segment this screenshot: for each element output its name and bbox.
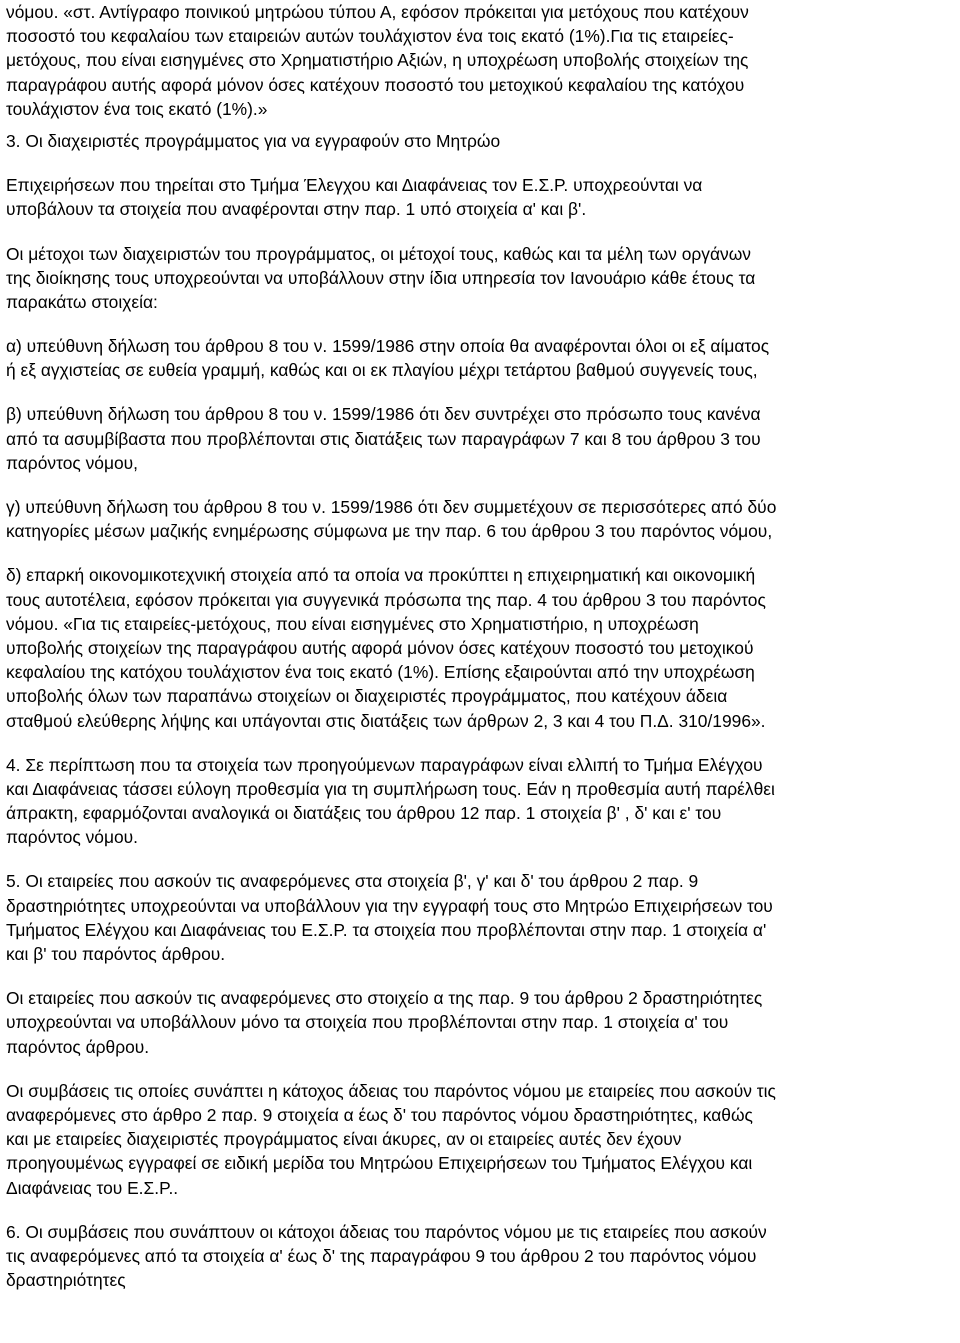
text-line: Τμήματος Ελέγχου και Διαφάνειας του Ε.Σ.Ρ. τα στοιχεία που προβλέπονται στην παρ. 1 στοιχεία α' [6,919,767,940]
text-line: της διοίκησης τους υποχρεούνται να υποβάλλουν στην ίδια υπηρεσία τον Ιανουάριο κάθε έτους τα [6,267,756,288]
text-line: και β' του παρόντος άρθρου. [6,944,226,964]
text-line: κεφαλαίου της κατόχου τουλάχιστον ένα τοις εκατό (1%). Επίσης εξαιρούνται από την υποχρέωση [6,662,755,683]
text-line: παρακάτω στοιχεία: [6,291,158,312]
text-line: α) υπεύθυνη δήλωση του άρθρου 8 του ν. 1599/1986 στην οποία θα αναφέρονται όλοι οι εξ αίματος [6,336,770,357]
text-line: υποχρεούνται να υποβάλλουν μόνο τα στοιχεία που προβλέπονται στην παρ. 1 στοιχεία α' του [6,1012,729,1033]
text-line: αναφερόμενες στο άρθρο 2 παρ. 9 στοιχεία α έως δ' του παρόντος νόμου δραστηριότητες, καθώς [6,1104,753,1125]
text-line: υποβολής όλων των παραπάνω στοιχείων οι διαχειριστές προγράμματος, που κατέχουν άδεια [6,686,728,707]
text-line: παρόντος νόμου. [6,827,138,848]
text-line: παρόντος νόμου, [6,452,138,473]
text-line: παρόντος άρθρου. [6,1036,150,1057]
text-line: προηγουμένως εγγραφεί σε ειδική μερίδα του Μητρώου Επιχειρήσεων του Τμήματος Ελέγχου και [6,1153,753,1174]
text-line: 3. Οι διαχειριστές προγράμματος για να εγγραφούν στο Μητρώο [6,130,501,151]
text-line: 5. Οι εταιρείες που ασκούν τις αναφερόμενες στα στοιχεία β', γ' και δ' του άρθρου 2 παρ. 9 [6,871,699,892]
text-line: και με εταιρείες διαχειριστές προγράμματος είναι άκυρες, αν οι εταιρείες αυτές δεν έχουν [6,1129,682,1150]
text-line: Οι συμβάσεις τις οποίες συνάπτει η κάτοχος άδειας του παρόντος νόμου με εταιρείες που ασκούν τις [6,1080,776,1101]
text-line: και Διαφάνειας τάσσει εύλογη προθεσμία για τη συμπλήρωση τους. Εάν η προθεσμία αυτή παρέλθει [6,778,775,799]
text-line: υποβολής στοιχείων της παραγράφου αυτής αφορά μόνον όσες κατέχουν ποσοστό του μετοχικού [6,637,754,658]
document-page [6,0,950,1292]
text-line: σταθμού ελεύθερης λήψης και υπάγονται στις διατάξεις των άρθρων 2, 3 και 4 του Π.Δ. 310/1996». [6,710,766,731]
text-line: Επιχειρήσεων που τηρείται στο Τμήμα Έλεγχου και Διαφάνειας τον Ε.Σ.Ρ. υποχρεούνται να [6,175,703,196]
text-line: κατηγορίες μέσων μαζικής ενημέρωσης σύμφωνα με την παρ. 6 του άρθρου 3 του παρόντος νόμου, [6,521,773,542]
text-line: Οι μέτοχοι των διαχειριστών του προγράμματος, οι μέτοχοί τους, καθώς και τα μέλη των οργάνων [6,243,751,264]
text-line: τουλάχιστον ένα τοις εκατό (1%).» [6,98,268,119]
text-line: άπρακτη, εφαρμόζονται αναλογικά οι διατάξεις του άρθρου 12 παρ. 1 στοιχεία β' , δ' και ε' του [6,803,722,824]
text-line: Διαφάνειας του Ε.Σ.Ρ.. [6,1177,179,1198]
text-line: ποσοστό του κεφαλαίου των εταιρειών αυτών τουλάχιστον ένα τοις εκατό (1%).Για τις εταιρείες- [6,26,734,47]
text-line: υποβάλουν τα στοιχεία που αναφέρονται στην παρ. 1 υπό στοιχεία α' και β'. [6,199,587,220]
text-line: τις αναφερόμενες από τα στοιχεία α' έως δ' της παραγράφου 9 του άρθρου 2 του παρόντος νόμου [6,1245,757,1266]
text-line: νόμου. «Για τις εταιρείες-μετόχους, που είναι εισηγμένες στο Χρηματιστήριο, η υποχρέωση [6,613,699,634]
text-line: νόμου. «στ. Αντίγραφο ποινικού μητρώου τύπου Α, εφόσον πρόκειται για μετόχους που κατέχουν [6,2,749,22]
text-line: γ) υπεύθυνη δήλωση του άρθρου 8 του ν. 1599/1986 ότι δεν συμμετέχουν σε περισσότερες από δύο [6,497,777,517]
text-line: μετόχους, που είναι εισηγμένες στο Χρηματιστήριο Αξιών, η υποχρέωση υποβολής στοιχείων της [6,50,749,71]
text-line: δραστηριότητες υποχρεούνται να υποβάλλουν για την εγγραφή τους στο Μητρώο Επιχειρήσεων του [6,895,773,916]
text-line: Οι εταιρείες που ασκούν τις αναφερόμενες στο στοιχείο α της παρ. 9 του άρθρου 2 δραστηριότητες [6,988,763,1009]
text-line: τους αυτοτέλεια, εφόσον πρόκειται για συγγενικά πρόσωπα της παρ. 4 του άρθρου 3 του παρόντος [6,589,766,610]
text-line: ή εξ αγχιστείας σε ευθεία γραμμή, καθώς και οι εκ πλαγίου μέχρι τετάρτου βαθμού συγγενείς τους, [6,360,758,381]
text-line: δραστηριότητες [6,1270,126,1291]
text-line: 4. Σε περίπτωση που τα στοιχεία των προηγούμενων παραγράφων είναι ελλιπή το Τμήμα Ελέγχου [6,754,763,775]
text-line: δ) επαρκή οικονομικοτεχνική στοιχεία από τα οποία να προκύπτει η επιχειρηματική και οικονομική [6,565,756,586]
text-line: 6. Οι συμβάσεις που συνάπτουν οι κάτοχοι άδειας του παρόντος νόμου με τις εταιρείες που ασκούν [6,1221,767,1242]
text-line: β) υπεύθυνη δήλωση του άρθρου 8 του ν. 1599/1986 ότι δεν συντρέχει στο πρόσωπο τους κανένα [6,404,761,425]
text-line: παραγράφου αυτής αφορά μόνον όσες κατέχουν ποσοστό του μετοχικού κεφαλαίου της κατόχου [6,74,745,95]
text-line: από τα ασυμβίβαστα που προβλέπονται στις διατάξεις των παραγράφων 7 και 8 του άρθρου 3 του [6,428,761,449]
